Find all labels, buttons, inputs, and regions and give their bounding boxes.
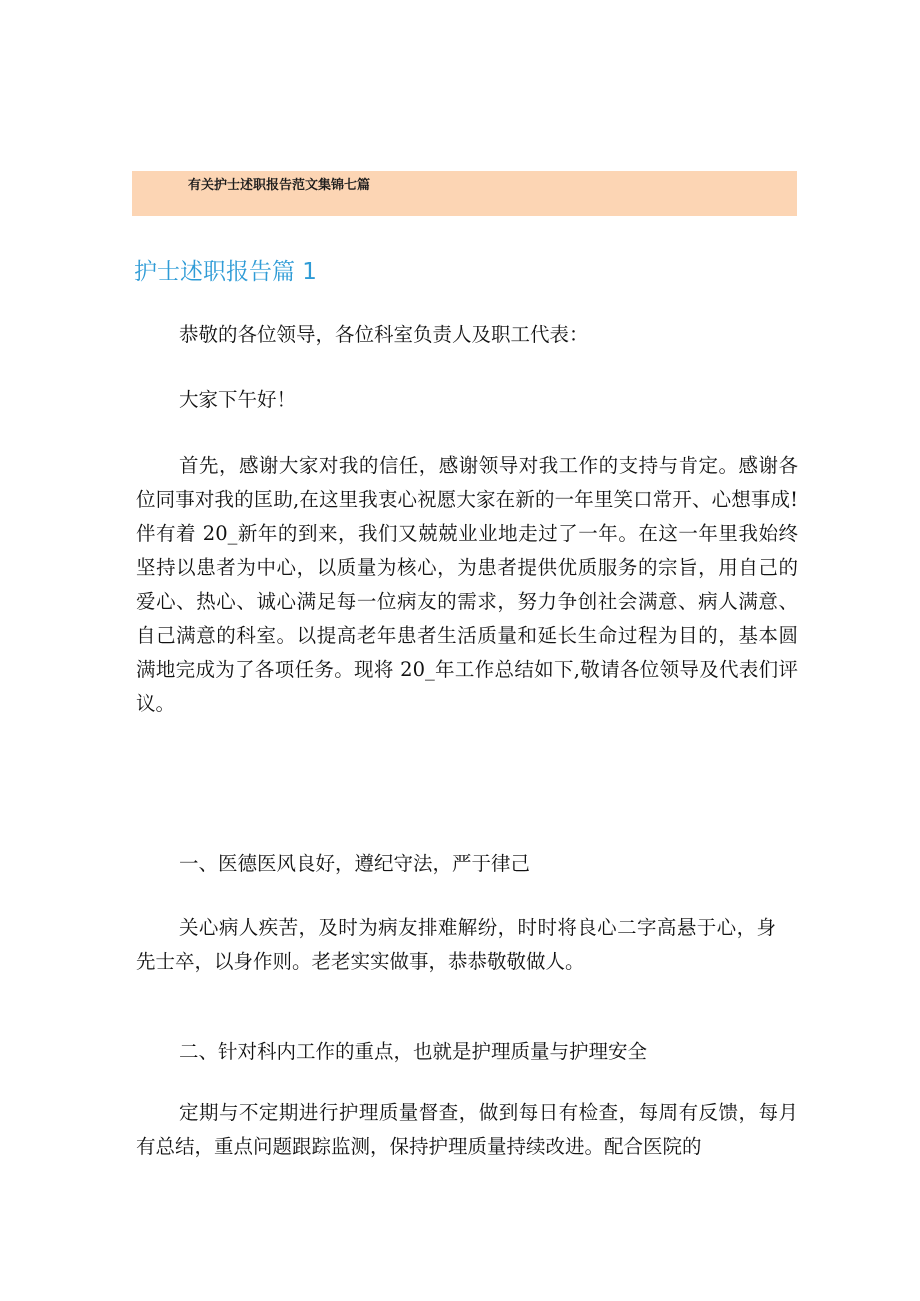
section-heading: 护士述职报告篇 1 — [134, 259, 317, 285]
salutation-paragraph: 恭敬的各位领导，各位科室负责人及职工代表： — [179, 323, 589, 346]
title-banner — [132, 171, 797, 216]
body-paragraph-1: 关心病人疾苦，及时为病友排难解纷，时时将良心二字高悬于心，身先士卒，以身作则。老老实实做事，恭恭敬敬做人。 — [136, 916, 776, 973]
subheading-2: 二、针对科内工作的重点，也就是护理质量与护理安全 — [179, 1040, 648, 1063]
subheading-1: 一、医德医风良好，遵纪守法，严于律己 — [179, 852, 531, 875]
greeting-paragraph: 大家下午好！ — [179, 388, 297, 411]
intro-paragraph: 首先，感谢大家对我的信任，感谢领导对我工作的支持与肯定。感谢各位同事对我的匡助,在这里我衷心祝愿大家在新的一年里笑口常开、心想事成!伴有着 20_新年的到来，我们又兢兢业业地走过了一年。在这一年里我始终坚持以患者为中心，以质量为核心，为患者提供优质服务的宗旨，用自己的爱心、热心、诚心满足每一位病友的需求，努力争创社会满意、病人满意、自己满意的科室。以提高老年患者生活质量和延长生命过程为目的，基本圆满地完成为了各项任务。现将 20_年工作总结如下,敬请各位领导及代表们评议。 — [136, 454, 798, 715]
document-title: 有关护士述职报告范文集锦七篇 — [188, 178, 371, 193]
body-paragraph-2: 定期与不定期进行护理质量督查，做到每日有检查，每周有反馈，每月有总结，重点问题跟踪监测，保持护理质量持续改进。配合医院的 — [136, 1101, 798, 1158]
